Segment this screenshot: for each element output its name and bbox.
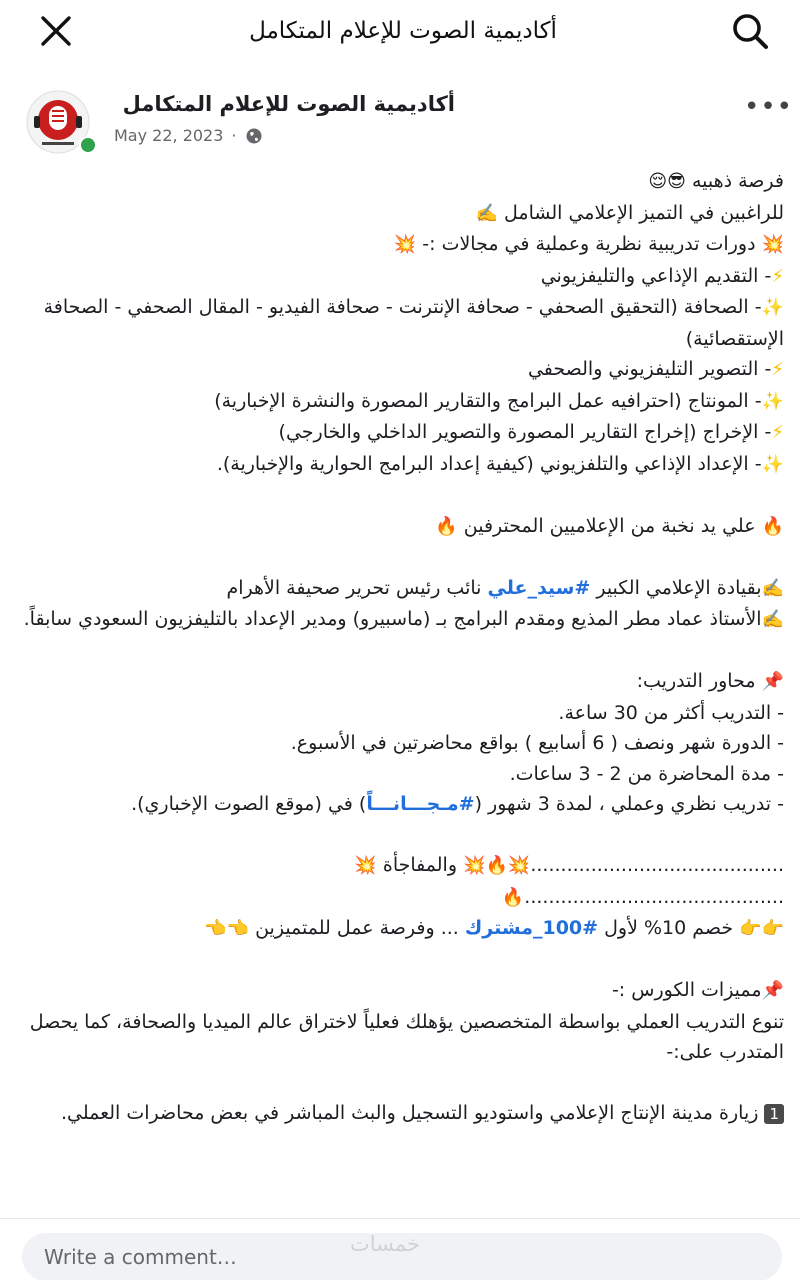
fire-icon: 🔥 [435,515,458,537]
post-line: 📌مميزات الكورس :- [18,975,784,1007]
hashtag-link[interactable]: #سيد_علي [487,576,591,599]
keycap-number-icon: 1 [764,1104,784,1124]
close-icon [39,14,73,48]
sparkles-icon: ✨ [761,390,784,412]
post-line: ✍️الأستاذ عماد مطر المذيع ومقدم البرامج بـ (ماسبيرو) ومدير الإعداد بالتليفزيون السعودي سابقاً. [18,604,784,636]
fire-icon: 🔥 [485,855,508,876]
page-avatar[interactable] [22,90,98,156]
post-line: 💥 دورات تدريبية نظرية وعملية في مجالات :- 💥 [18,229,784,261]
sparkles-icon: ✨ [761,453,784,475]
post-meta [114,126,263,145]
post-body [18,166,784,1129]
hashtag-link[interactable]: #100_مشترك [464,917,599,939]
post-line: ..........................................💥🔥💥 والمفاجأة 💥 [18,850,784,882]
writing-hand-icon: ✍️ [761,577,784,599]
post-line: 👉👉 خصم 10% لأول #100_مشترك ... وفرصة عمل للمتميزين 👈👈 [18,913,784,945]
post-line: تنوع التدريب العملي بواسطة المتخصصين يؤهلك فعلياً لاختراق عالم الميديا والصحافة، كما يحصل المتدرب على:- [29,1010,784,1063]
post-line: للراغبين في التميز الإعلامي الشامل ✍️ [18,198,784,230]
writing-hand-icon: ✍️ [761,609,784,630]
globe-icon [245,127,263,145]
watermark-text: خمسات [350,1232,421,1256]
post-line: 🔥 علي يد نخبة من الإعلاميين المحترفين 🔥 [18,511,784,543]
collision-icon: 💥 [507,855,531,876]
post-line: ...........................................🔥 [18,882,784,914]
pointing-hand-icon: 👈👈 [204,918,250,939]
page-name[interactable]: أكاديمية الصوت للإعلام المتكامل [122,92,455,116]
post-header [0,86,800,158]
post-date[interactable]: May 22, 2023 [114,126,224,145]
meta-separator: · [231,126,237,145]
sparkles-icon: ✨ [761,297,784,318]
fire-icon: 🔥 [501,886,525,908]
post-line: ⚡- الإخراج (إخراج التقارير المصورة والتصوير الداخلي والخارجي) [18,417,784,449]
fire-icon: 🔥 [761,515,784,537]
pointing-hand-icon: 👉👉 [739,918,784,939]
sunglasses-emoji-icon: 😎😌 [648,171,686,192]
post-line: ✨- الصحافة (التحقيق الصحفي - صحافة الإنترنت - صحافة الفيديو - المقال الصحفي - الصحافة الإستقصائية) [18,292,784,354]
writing-hand-icon: ✍️ [475,202,498,224]
post-line: - الدورة شهر ونصف ( 6 أسابيع ) بواقع محاضرتين في الأسبوع. [290,732,784,754]
post-line: ✍️بقيادة الإعلامي الكبير #سيد_علي نائب رئيس تحرير صحيفة الأهرام [18,573,784,605]
pushpin-icon: 📌 [761,671,784,692]
post-line: 📌 محاور التدريب: [18,666,784,698]
lightning-icon: ⚡ [771,422,784,443]
post-line: فرصة ذهبيه 😎😌 [18,166,784,198]
post-line: ⚡- التقديم الإذاعي والتليفزيوني [18,261,784,293]
pushpin-icon: 📌 [761,980,784,1001]
lightning-icon: ⚡ [771,359,784,380]
search-icon [730,11,770,51]
post-line: - التدريب أكثر من 30 ساعة. [558,701,784,724]
post-line: ✨- المونتاج (احترافيه عمل البرامج والتقارير المصورة والنشرة الإخبارية) [18,386,784,418]
post-line: 1 زيارة مدينة الإنتاج الإعلامي واستوديو التسجيل والبث المباشر في بعض محاضرات العملي. [18,1098,784,1129]
collision-icon: 💥 [393,234,417,255]
collision-icon: 💥 [463,855,486,876]
collision-icon: 💥 [354,855,377,876]
hashtag-link[interactable]: #مـجـــانـــاً [366,793,475,815]
lightning-icon: ⚡ [771,265,784,287]
post-line: ⚡- التصوير التليفزيوني والصحفي [18,354,784,386]
collision-icon: 💥 [761,234,784,255]
top-bar [0,0,800,62]
post-line: ✨- الإعداد الإذاعي والتلفزيوني (كيفية إعداد البرامج الحوارية والإخبارية). [18,449,784,481]
page-title: أكاديمية الصوت للإعلام المتكامل [249,18,557,44]
close-button[interactable] [34,9,78,53]
post-line: - مدة المحاضرة من 2 - 3 ساعات. [509,762,784,785]
post-line: - تدريب نظري وعملي ، لمدة 3 شهور (#مـجـــانـــاً) في (موقع الصوت الإخباري). [131,793,784,815]
more-options-button[interactable]: ••• [744,92,794,122]
comment-input[interactable]: Write a comment… [22,1233,782,1280]
search-button[interactable] [728,9,772,53]
